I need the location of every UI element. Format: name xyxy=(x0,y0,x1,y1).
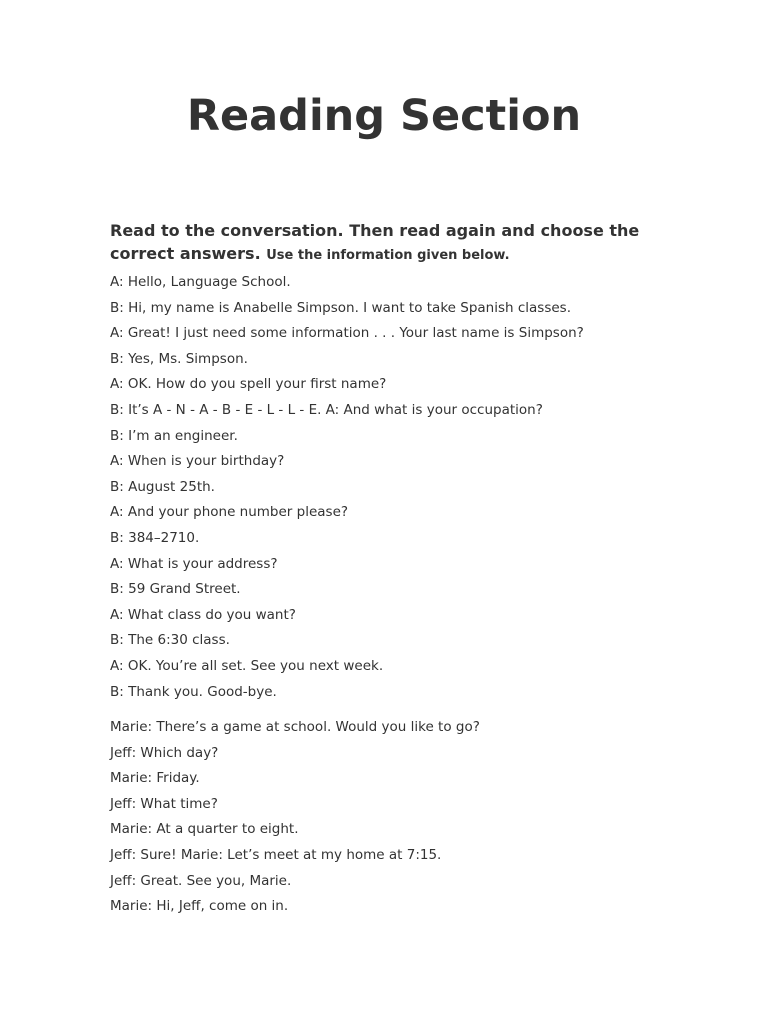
dialog-line: A: Great! I just need some information . . . Your last name is Simpson? xyxy=(110,325,584,342)
dialog-line: A: What is your address? xyxy=(110,555,278,572)
dialog-line: B: It’s A - N - A - B - E - L - L - E. A: And what is your occupation? xyxy=(110,401,543,418)
dialog-line: Jeff: Sure! Marie: Let’s meet at my home at 7:15. xyxy=(110,847,442,864)
dialog-line: A: OK. You’re all set. See you next week. xyxy=(110,657,384,674)
dialog-line: B: Thank you. Good-bye. xyxy=(110,683,277,700)
conversation-2 xyxy=(110,715,670,920)
dialog-line: A: Hello, Language School. xyxy=(110,274,291,290)
dialog-line: Marie: Friday. xyxy=(110,770,200,787)
dialog-line: A: What class do you want? xyxy=(110,606,296,623)
dialog-line: B: Yes, Ms. Simpson. xyxy=(110,350,248,367)
dialog-line: Jeff: Great. See you, Marie. xyxy=(110,872,292,889)
instructions-sub: Use the information given below. xyxy=(266,248,510,263)
dialog-line: B: Hi, my name is Anabelle Simpson. I want to take Spanish classes. xyxy=(110,299,571,316)
instructions-main: Read to the conversation. Then read again and choose the correct answers. xyxy=(110,221,640,263)
dialog-line: B: August 25th. xyxy=(110,478,215,495)
dialog-line: B: I’m an engineer. xyxy=(110,427,238,444)
dialog-line: B: The 6:30 class. xyxy=(110,632,230,649)
dialog-line: A: And your phone number please? xyxy=(110,504,349,521)
conversation-1 xyxy=(110,270,670,705)
dialog-line: Jeff: Which day? xyxy=(110,744,219,761)
dialog-line: A: OK. How do you spell your first name? xyxy=(110,376,387,393)
page-title: Reading Section xyxy=(186,91,582,141)
dialog-line: B: 384–2710. xyxy=(110,529,200,546)
dialog-line: Jeff: What time? xyxy=(110,795,218,812)
dialog-line: A: When is your birthday? xyxy=(110,453,285,470)
reading-content xyxy=(110,219,670,920)
instructions xyxy=(110,219,670,267)
dialog-line: Marie: Hi, Jeff, come on in. xyxy=(110,898,289,915)
dialog-line: B: 59 Grand Street. xyxy=(110,581,241,598)
dialog-line: Marie: At a quarter to eight. xyxy=(110,821,299,838)
dialog-line: Marie: There’s a game at school. Would you like to go? xyxy=(110,719,480,736)
